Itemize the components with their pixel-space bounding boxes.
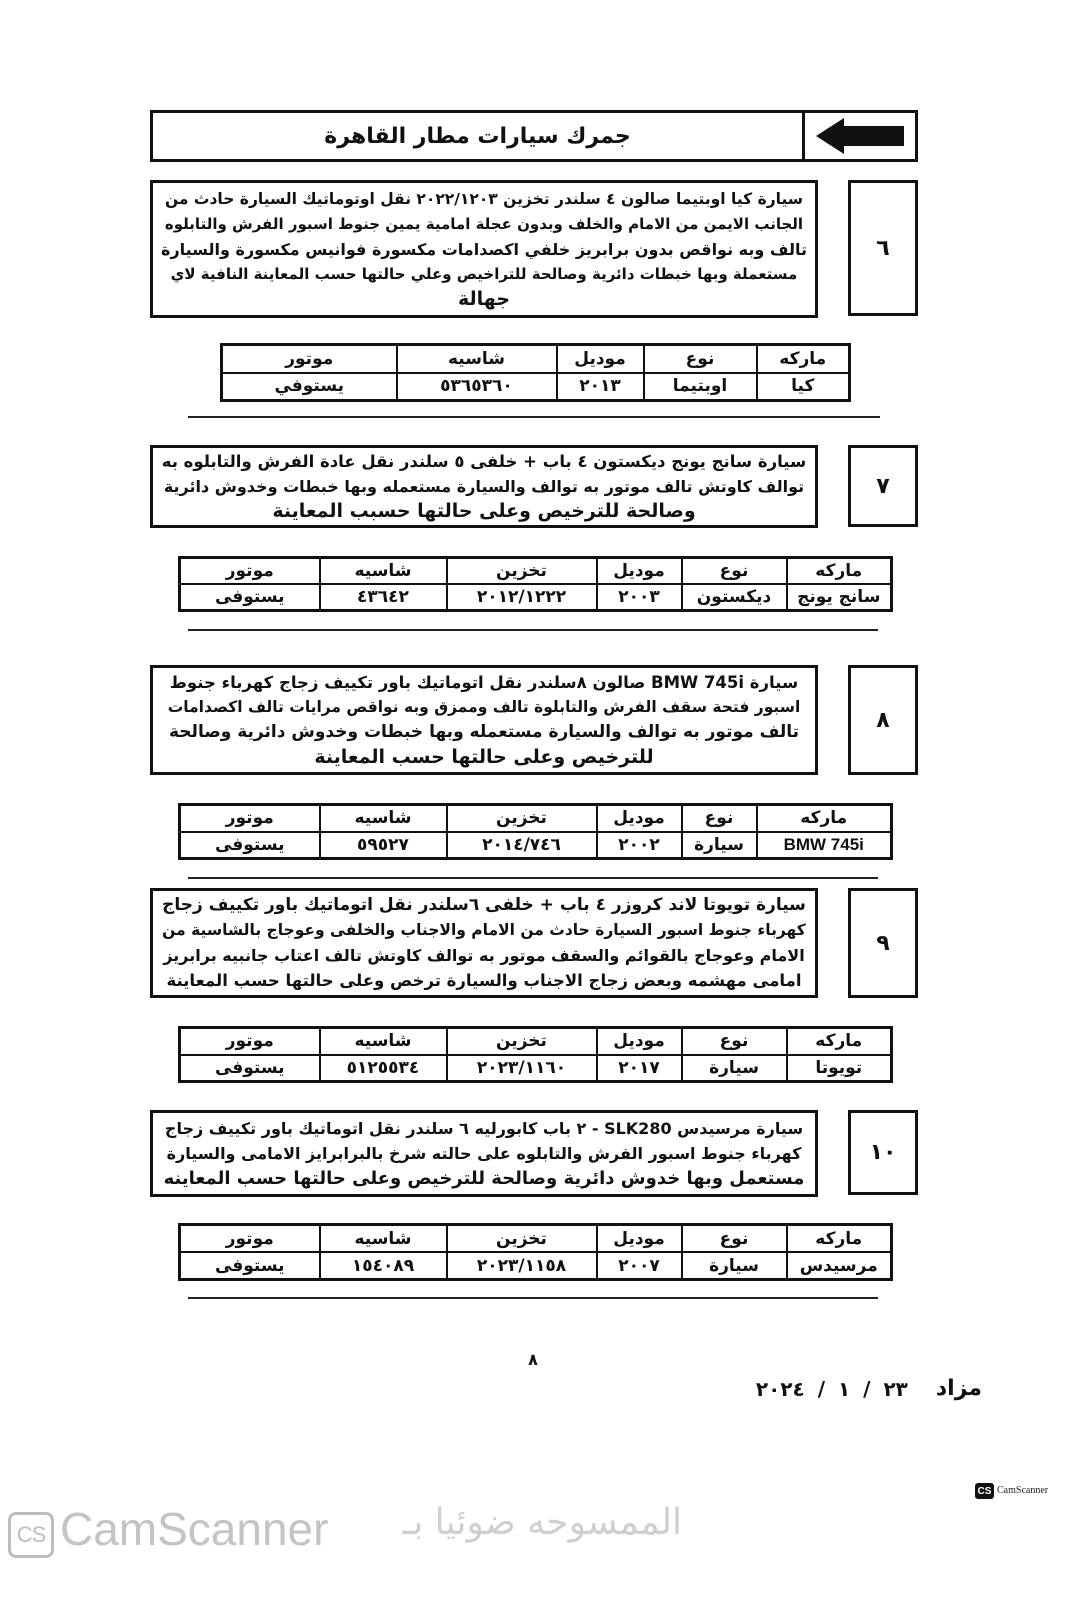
item-number-box — [848, 665, 918, 775]
auction-label: مزاد — [935, 1376, 982, 1401]
col-header-chassis: شاسيه — [320, 805, 447, 832]
cell-model: ٢٠٠٢ — [597, 832, 682, 859]
description-line-text: للترخيص وعلى حالتها حسب المعاينة — [314, 746, 654, 768]
col-header-chassis: شاسيه — [320, 1028, 447, 1055]
page-title: جمرك سيارات مطار القاهرة — [324, 123, 631, 149]
col-header-brand: ماركه — [787, 1225, 892, 1253]
cell-chassis: ٥٣٦٥٣٦٠ — [397, 373, 557, 401]
col-header-type: نوع — [682, 1225, 787, 1253]
col-header-engine: موتور — [180, 1028, 320, 1055]
table-row — [180, 584, 892, 611]
table-row — [180, 1252, 892, 1280]
col-header-model: موديل — [597, 558, 682, 585]
table-header-row — [180, 558, 892, 585]
table-header-row — [180, 805, 892, 832]
item-description-box — [150, 180, 818, 318]
camscanner-corner-brand: CamScanner — [997, 1485, 1049, 1496]
cell-model: ٢٠١٣ — [557, 373, 644, 401]
cell-model: ٢٠١٧ — [597, 1055, 682, 1082]
col-header-chassis: شاسيه — [397, 345, 557, 373]
description-line-text: سيارة BMW 745i صالون ٨سلندر نقل اتوماتيك باور تكييف زجاج كهرباء جنوط — [169, 673, 799, 692]
col-header-engine: موتور — [180, 558, 320, 585]
description-line-text: مستعمل وبها خدوش دائرية وصالحة للترخيص وعلى حالتها حسب المعاينه — [163, 1168, 805, 1189]
item-spec-table — [178, 556, 893, 612]
description-line — [161, 893, 807, 918]
item-number: ١٠ — [869, 1140, 897, 1165]
col-header-engine: موتور — [222, 345, 397, 373]
watermark-text: الممسوحه ضوئيا بـ — [402, 1502, 682, 1543]
cell-chassis: ١٥٤٠٨٩ — [320, 1252, 447, 1280]
description-line — [161, 287, 807, 312]
item-spec-table — [220, 343, 851, 402]
col-header-chassis: شاسيه — [320, 558, 447, 585]
item-number-box — [848, 445, 918, 527]
col-header-type: نوع — [644, 345, 757, 373]
col-header-type: نوع — [682, 805, 757, 832]
description-line-text: سيارة كيا اوبتيما صالون ٤ سلندر تخزين ٢٠٢٢/١٢٠٣ نقل اوتوماتيك السيارة حادث من — [164, 189, 804, 208]
col-header-storage: تخزين — [447, 1028, 597, 1055]
cell-storage: ٢٠٢٣/١١٥٨ — [447, 1252, 597, 1280]
description-line-text: كهرباء جنوط اسبور السيارة حادث من الامام والاجناب والخلفى وعوجاج بالشاسية من — [162, 921, 806, 939]
cell-type: سيارة — [682, 1252, 787, 1280]
description-line — [161, 918, 807, 943]
description-line-text: اسبور فتحة سقف الفرش والتابلوة تالف وممزق وبه نواقص مرايات تالف اكصدامات — [167, 698, 801, 716]
description-line-text: امامى مهشمه وبعض زجاج الاجناب والسيارة ترخص وعلى حالتها حسب المعاينة — [166, 971, 802, 990]
item-description-box — [150, 665, 818, 775]
col-header-storage: تخزين — [447, 558, 597, 585]
table-header-row — [180, 1225, 892, 1253]
cell-brand: تويوتا — [787, 1055, 892, 1082]
description-line-text: الجانب الايمن من الامام والخلف وبدون عجلة امامية يمين جنوط اسبور الفرش والتابلوه — [164, 214, 804, 233]
cell-model: ٢٠٠٣ — [597, 584, 682, 611]
description-line — [161, 237, 807, 262]
col-header-model: موديل — [557, 345, 644, 373]
table-row — [180, 1055, 892, 1082]
item-description-box — [150, 445, 818, 528]
watermark-brand: CamScanner — [60, 1503, 329, 1555]
col-header-engine: موتور — [180, 1225, 320, 1253]
cell-chassis: ٤٣٦٤٢ — [320, 584, 447, 611]
cell-brand: BMW 745i — [757, 832, 892, 859]
section-divider — [188, 1297, 878, 1299]
table-header-row — [222, 345, 850, 373]
cell-brand: سانج يونج — [787, 584, 892, 611]
description-line-text: توالف كاوتش تالف موتور به توالف والسيارة مستعمله وبها خبطات وخدوش دائرية — [163, 477, 805, 496]
arrow-left-icon — [802, 113, 915, 159]
description-line — [161, 474, 807, 499]
page-number: ٨ — [528, 1350, 538, 1369]
col-header-chassis: شاسيه — [320, 1225, 447, 1253]
description-line — [161, 1166, 807, 1191]
section-divider — [188, 416, 880, 418]
description-line — [161, 1116, 807, 1141]
description-line — [161, 943, 807, 968]
col-header-model: موديل — [597, 1028, 682, 1055]
description-line — [161, 695, 807, 720]
description-line-text: مستعملة وبها خبطات دائرية وصالحة للتراخيص وعلي حالتها حسب المعاينة النافية لاي — [170, 264, 798, 283]
description-line-text: كهرباء جنوط اسبور الفرش والتابلوه على حالته شرخ بالبرابرايز الامامى والسيارة — [166, 1144, 802, 1163]
cell-storage: ٢٠١٢/١٢٢٢ — [447, 584, 597, 611]
description-line-text: سيارة تويوتا لاند كروزر ٤ باب + خلفى ٦سلندر نقل اتوماتيك باور تكييف زجاج — [162, 895, 806, 915]
description-line-text: سيارة مرسيدس SLK280 - ٢ باب كابورليه ٦ سلندر نقل اتوماتيك باور تكييف زجاج — [164, 1119, 804, 1138]
col-header-model: موديل — [597, 1225, 682, 1253]
cell-brand: كيا — [757, 373, 850, 401]
cell-engine: يستوفي — [222, 373, 397, 401]
description-line — [161, 720, 807, 745]
description-line-text: وصالحة للترخيص وعلى حالتها حسبب المعاينة — [272, 500, 696, 522]
auction-date: ٢٣ / ١ / ٢٠٢٤ — [755, 1376, 908, 1401]
cell-engine: يستوفى — [180, 832, 320, 859]
item-description-box — [150, 1110, 818, 1197]
description-line-text: سيارة سانج يونج ديكستون ٤ باب + خلفى ٥ سلندر نقل عادة الفرش والتابلوه به — [161, 452, 807, 471]
item-number-box — [848, 1110, 918, 1195]
description-line — [161, 670, 807, 695]
description-line-text: تالف موتور به توالف والسيارة مستعمله وبها خبطات وخدوش دائرية وصالحة — [169, 722, 799, 742]
watermark-logo-icon: CS — [8, 1512, 54, 1558]
col-header-engine: موتور — [180, 805, 320, 832]
cell-chassis: ٥١٢٥٥٣٤ — [320, 1055, 447, 1082]
description-line-text: الامام وعوجاج بالقوائم والسقف موتور به توالف كاوتش تالف اعتاب جانبيه برابريز — [163, 946, 805, 965]
col-header-brand: ماركه — [757, 345, 850, 373]
description-line — [161, 745, 807, 770]
description-line-text: تالف وبه نواقص بدون برابريز خلفي اكصدامات مكسورة فوانيس مكسورة والسيارة — [161, 239, 807, 259]
col-header-storage: تخزين — [447, 805, 597, 832]
item-number: ٩ — [876, 930, 890, 956]
col-header-brand: ماركه — [757, 805, 892, 832]
arrow-left-icon-svg — [812, 115, 908, 157]
item-description-box — [150, 888, 818, 998]
cell-engine: يستوفى — [180, 584, 320, 611]
section-divider — [188, 629, 878, 631]
item-number-box — [848, 180, 918, 316]
col-header-brand: ماركه — [787, 1028, 892, 1055]
item-number: ٦ — [876, 235, 890, 261]
camscanner-logo-icon: CS — [975, 1483, 994, 1499]
table-row — [222, 373, 850, 401]
description-line-text: جهالة — [457, 287, 511, 310]
col-header-brand: ماركه — [787, 558, 892, 585]
col-header-type: نوع — [682, 1028, 787, 1055]
col-header-storage: تخزين — [447, 1225, 597, 1253]
cell-chassis: ٥٩٥٢٧ — [320, 832, 447, 859]
cell-type: سيارة — [682, 832, 757, 859]
cell-engine: يستوفى — [180, 1252, 320, 1280]
table-row — [180, 832, 892, 859]
cell-type: اوبتيما — [644, 373, 757, 401]
page-header — [150, 110, 918, 162]
table-header-row — [180, 1028, 892, 1055]
description-line — [161, 499, 807, 524]
auction-date-line — [756, 1376, 982, 1401]
col-header-type: نوع — [682, 558, 787, 585]
item-number: ٨ — [876, 707, 890, 733]
cell-brand: مرسيدس — [787, 1252, 892, 1280]
description-line — [161, 187, 807, 212]
item-spec-table — [178, 1223, 893, 1281]
description-line — [161, 449, 807, 474]
cell-type: ديكستون — [682, 584, 787, 611]
cell-engine: يستوفى — [180, 1055, 320, 1082]
item-number-box — [848, 888, 918, 998]
cell-model: ٢٠٠٧ — [597, 1252, 682, 1280]
item-spec-table — [178, 1026, 893, 1083]
description-line — [161, 1141, 807, 1166]
item-number: ٧ — [876, 473, 890, 499]
cell-type: سيارة — [682, 1055, 787, 1082]
description-line — [161, 212, 807, 237]
cell-storage: ٢٠١٤/٧٤٦ — [447, 832, 597, 859]
cell-storage: ٢٠٢٣/١١٦٠ — [447, 1055, 597, 1082]
description-line — [161, 262, 807, 287]
description-line — [161, 968, 807, 993]
col-header-model: موديل — [597, 805, 682, 832]
section-divider — [188, 877, 878, 879]
item-spec-table — [178, 803, 893, 860]
